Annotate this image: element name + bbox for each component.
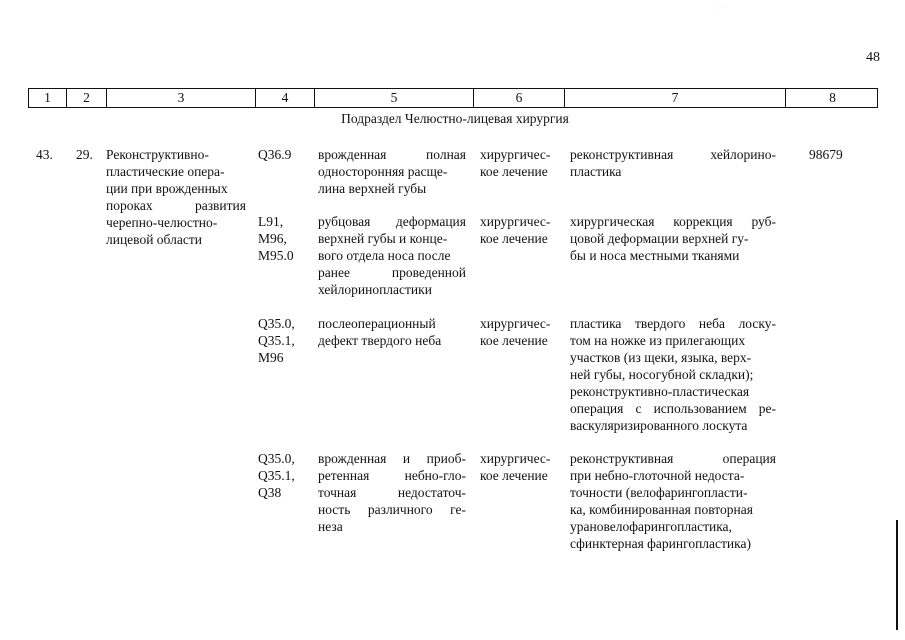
column-header-2: 2 <box>67 89 107 107</box>
treatment-method: пластика твердого неба лоску- том на ножке из прилегающих участков (из щеки, языка, верх- ней губы, носогубной складки); реконструктивно-пластическая операция с использованием ре- васкуляризированного лоскута <box>570 316 776 433</box>
treatment-method: реконструктивная хейлорино- пластика <box>570 147 776 179</box>
icd-codes: Q35.0, Q35.1, Q38 <box>258 451 295 500</box>
icd-codes: Q35.0, Q35.1, M96 <box>258 316 295 365</box>
treatment-method: хирургическая коррекция руб- цовой деформации верхней гу- бы и носа местными тканями <box>570 214 776 263</box>
column-header-row <box>28 88 878 108</box>
treatment-type: хирургичес- кое лечение <box>480 451 551 483</box>
cost-value: 98679 <box>809 147 843 162</box>
page-number: 48 <box>866 50 880 65</box>
row-number: 43. <box>36 147 53 162</box>
scan-artifact: · · · <box>715 4 730 16</box>
treatment-type: хирургичес- кое лечение <box>480 316 551 348</box>
diagnosis: рубцовая деформация верхней губы и конце- вого отдела носа после ранее проведенной хейлоринопластики <box>318 214 466 297</box>
column-header-7: 7 <box>565 89 786 107</box>
treatment-type: хирургичес- кое лечение <box>480 147 551 179</box>
column-header-6: 6 <box>474 89 565 107</box>
column-header-1: 1 <box>29 89 67 107</box>
icd-codes: Q36.9 <box>258 147 292 162</box>
treatment-type: хирургичес- кое лечение <box>480 214 551 246</box>
subsection-title: Подраздел Челюстно-лицевая хирургия <box>341 111 569 126</box>
diagnosis: врожденная и приоб- ретенная небно-гло- точная недостаточ- ность различного ге- неза <box>318 451 466 534</box>
diagnosis: послеоперационный дефект твердого неба <box>318 316 442 348</box>
treatment-method: реконструктивная операция при небно-глоточной недоста- точности (велофарингопласти- ка, комбинированная повторная урановелофарингопластика, сфинктерная фарингопластика) <box>570 451 776 551</box>
scan-edge-line <box>896 520 898 630</box>
care-group-name: Реконструктивно- пластические опера- ции при врожденных пороках развития черепно-челюстно- лицевой области <box>106 147 246 247</box>
column-header-4: 4 <box>256 89 315 107</box>
column-header-3: 3 <box>107 89 256 107</box>
group-number: 29. <box>76 147 93 162</box>
icd-codes: L91, M96, M95.0 <box>258 214 294 263</box>
diagnosis: врожденная полная односторонняя расще- лина верхней губы <box>318 147 466 196</box>
column-header-8: 8 <box>829 90 836 105</box>
column-header-5: 5 <box>315 89 474 107</box>
